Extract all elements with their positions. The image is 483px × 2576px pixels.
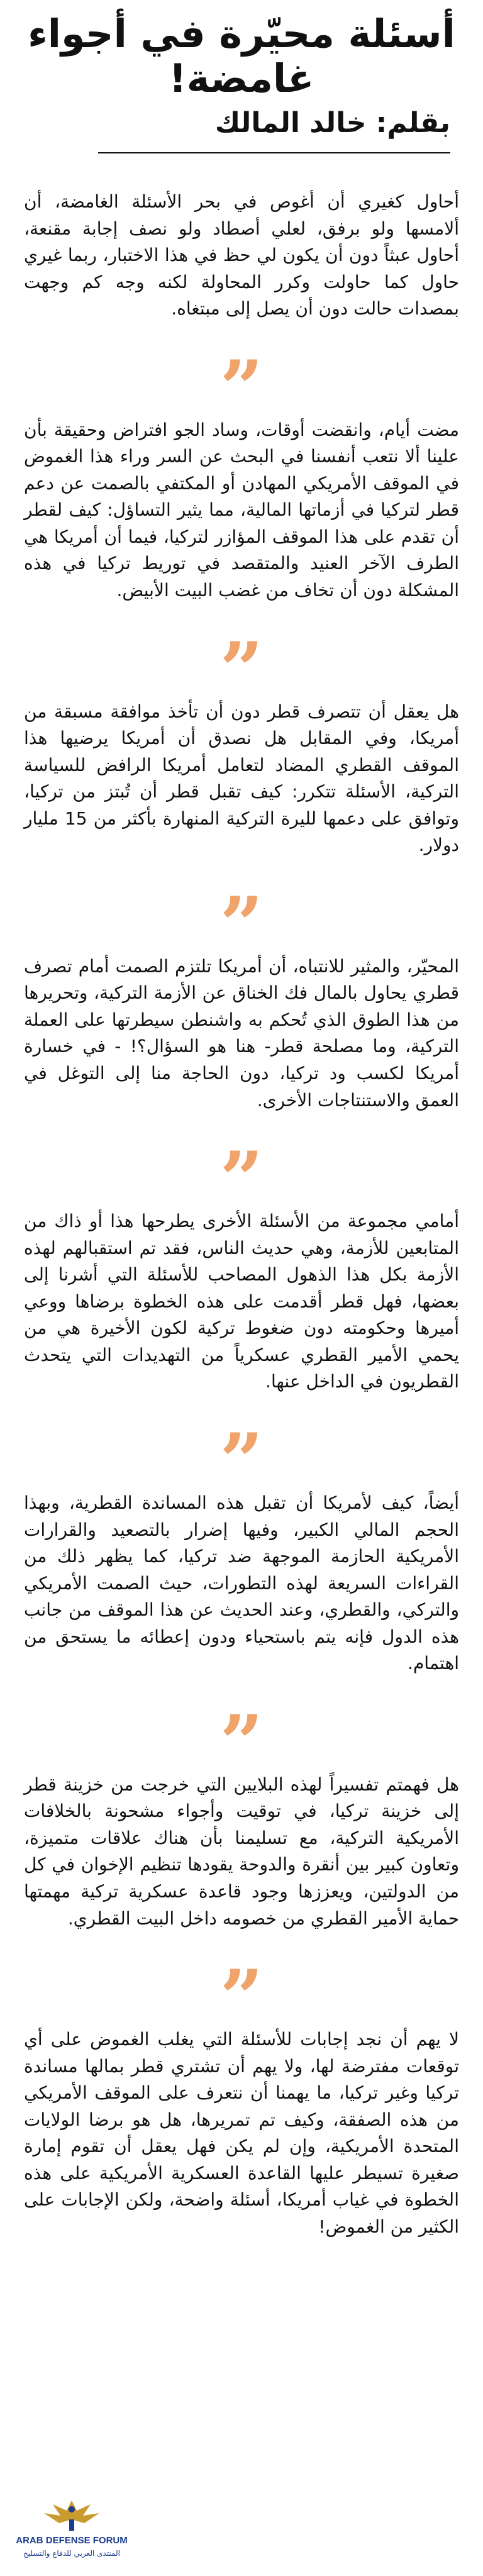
quote-separator [24,859,459,969]
article-paragraph-1: أحاول كغيري أن أغوص في بحر الأسئلة الغامضة، أن ألامسها ولو برفق، لعلي أصطاد ولو نصف إجابة مقنعة، أحاول عبثاً دون أن يكون لي حظ في هذا الاختبار، ربما غيري حاول كما حاولت وكرر المحاولة لكنه وجه كم وجهت بمصدات حالت دون أن يصل إلى مبتغاه. [24,191,459,319]
quote-separator [24,1677,459,1787]
article-paragraph-4: المحيّر، والمثير للانتباه، أن أمريكا تلتزم الصمت أمام تصرف قطري يحاول بالمال فك الخناق عن الأزمة التركية، وتحريرها من هذا الطوق الذي تُحكم به واشنطن سيطرتها على العملة التركية، وما مصلحة قطر- هنا هو السؤال؟! - في خسارة أمريكا لكسب ود تركيا، دون الحاجة منا إلى التوغل في العمق والاستنتاجات الأخرى. [24,955,459,1111]
article-paragraph-6: أيضاً، كيف لأمريكا أن تقبل هذه المساندة القطرية، وبهذا الحجم المالي الكبير، وفيها إضرار بالتصعيد والقرارات الأمريكية الحازمة الموجهة ضد تركيا، كما يظهر ذلك من القراءات السريعة لهذه التطورات، حيث الصمت الأمريكي والتركي، والقطري، وعند الحديث عن هذا الموقف من جانب هذه الدول فإنه يتم باستحياء ودون إعطائه ما يستحق من اهتمام. [24,1492,459,1674]
quote-mark-icon: ” [219,1135,264,1224]
article-paragraph-3: هل يعقل أن تتصرف قطر دون أن تأخذ موافقة مسبقة من أمريكا، وفي المقابل هل نصدق أن أمريكا يرضيها هذا الموقف القطري المضاد لتعامل أمريكا الرافض للسياسة التركية، الأسئلة تتكرر: كيف تقبل قطر أن تُبتز من تركيا، وتوافق على دعمها لليرة التركية المنهارة بأكثر من 15 مليار دولار. [24,701,459,856]
quote-mark-icon: ” [219,1698,264,1787]
quote-mark-icon: ” [219,1416,264,1506]
quote-separator [24,1932,459,2043]
quote-separator [24,604,459,714]
quote-mark-icon: ” [219,343,264,433]
article-title: أسئلة محيّرة في أجواء غامضة! [28,11,455,102]
article-byline: بقلم: خالد المالك [98,108,450,153]
watermark-text-top: ARAB DEFENSE FORUM [16,2535,128,2546]
eagle-emblem-icon [9,2492,135,2561]
watermark-text-bottom: المنتدى العربي للدفاع والتسليح [23,2549,120,2558]
article-body [24,189,459,2240]
quote-mark-icon: ” [219,625,264,714]
article-paragraph-7: هل فهمتم تفسيراً لهذه البلايين التي خرجت من خزينة قطر إلى خزينة تركيا، في توقيت وأجواء مشحونة بالخلافات الأمريكية التركية، مع تسليمنا بأن هناك علاقات متميزة، وتعاون كبير بين أنقرة والدوحة يقودها تنظيم الإخوان في كل من الدولتين، ويعززها وجود قاعدة عسكرية تركية مهمتها حماية الأمير القطري من خصومه داخل البيت القطري. [24,1774,459,1929]
article-paragraph-2: مضت أيام، وانقضت أوقات، وساد الجو افتراض وحقيقة بأن علينا ألا نتعب أنفسنا في البحث عن السر وراء هذا الغموض في الموقف الأمريكي المهادن أو المكتفي بالصمت عن دعم قطر لتركيا في أزماتها المالية، مما يثير التساؤل: كيف لقطر أن تقدم على هذا الموقف المؤازر لتركيا، فيما أن أمريكا هي الطرف الآخر العنيد والمتقصد في توريط تركيا في هذه المشكلة دون أن تخاف من غضب البيت الأبيض. [24,419,459,601]
quote-mark-icon: ” [219,1953,264,2043]
quote-mark-icon: ” [219,880,264,969]
quote-separator [24,323,459,433]
article-paragraph-8: لا يهم أن نجد إجابات للأسئلة التي يغلب الغموض على أي توقعات مفترضة لها، ولا يهم أن تشتري قطر بمالها مساندة تركيا وغير تركيا، ما يهمنا أن نتعرف على الموقف الأمريكي من هذه الصفقة، وكيف تم تمريرها، هل هو برضا الولايات المتحدة الأمريكية، وإن لم يكن فهل يعقل أن تقوم إمارة صغيرة تسيطر عليها القاعدة العسكرية الأمريكية على هذه الخطوة في غياب أمريكا، أسئلة واضحة، ولكن الإجابات على الكثير من الغموض! [24,2029,459,2237]
quote-separator [24,1396,459,1506]
forum-watermark-logo [9,2492,135,2561]
article-paragraph-5: أمامي مجموعة من الأسئلة الأخرى يطرحها هذا أو ذاك من المتابعين للأزمة، وهي حديث الناس، فقد تم استقبالهم لهذه الأزمة بكل هذا الذهول المصاحب للأسئلة التي أشرنا إلى بعضها، فهل قطر أقدمت على هذه الخطوة برضاها ووعي أميرها وحكومته دون ضغوط تركية لكون الأخيرة هي من يحمي الأمير القطري عسكرياً من التهديدات التي يتحدث القطريون في الداخل عنها. [24,1211,459,1392]
quote-separator [24,1114,459,1224]
